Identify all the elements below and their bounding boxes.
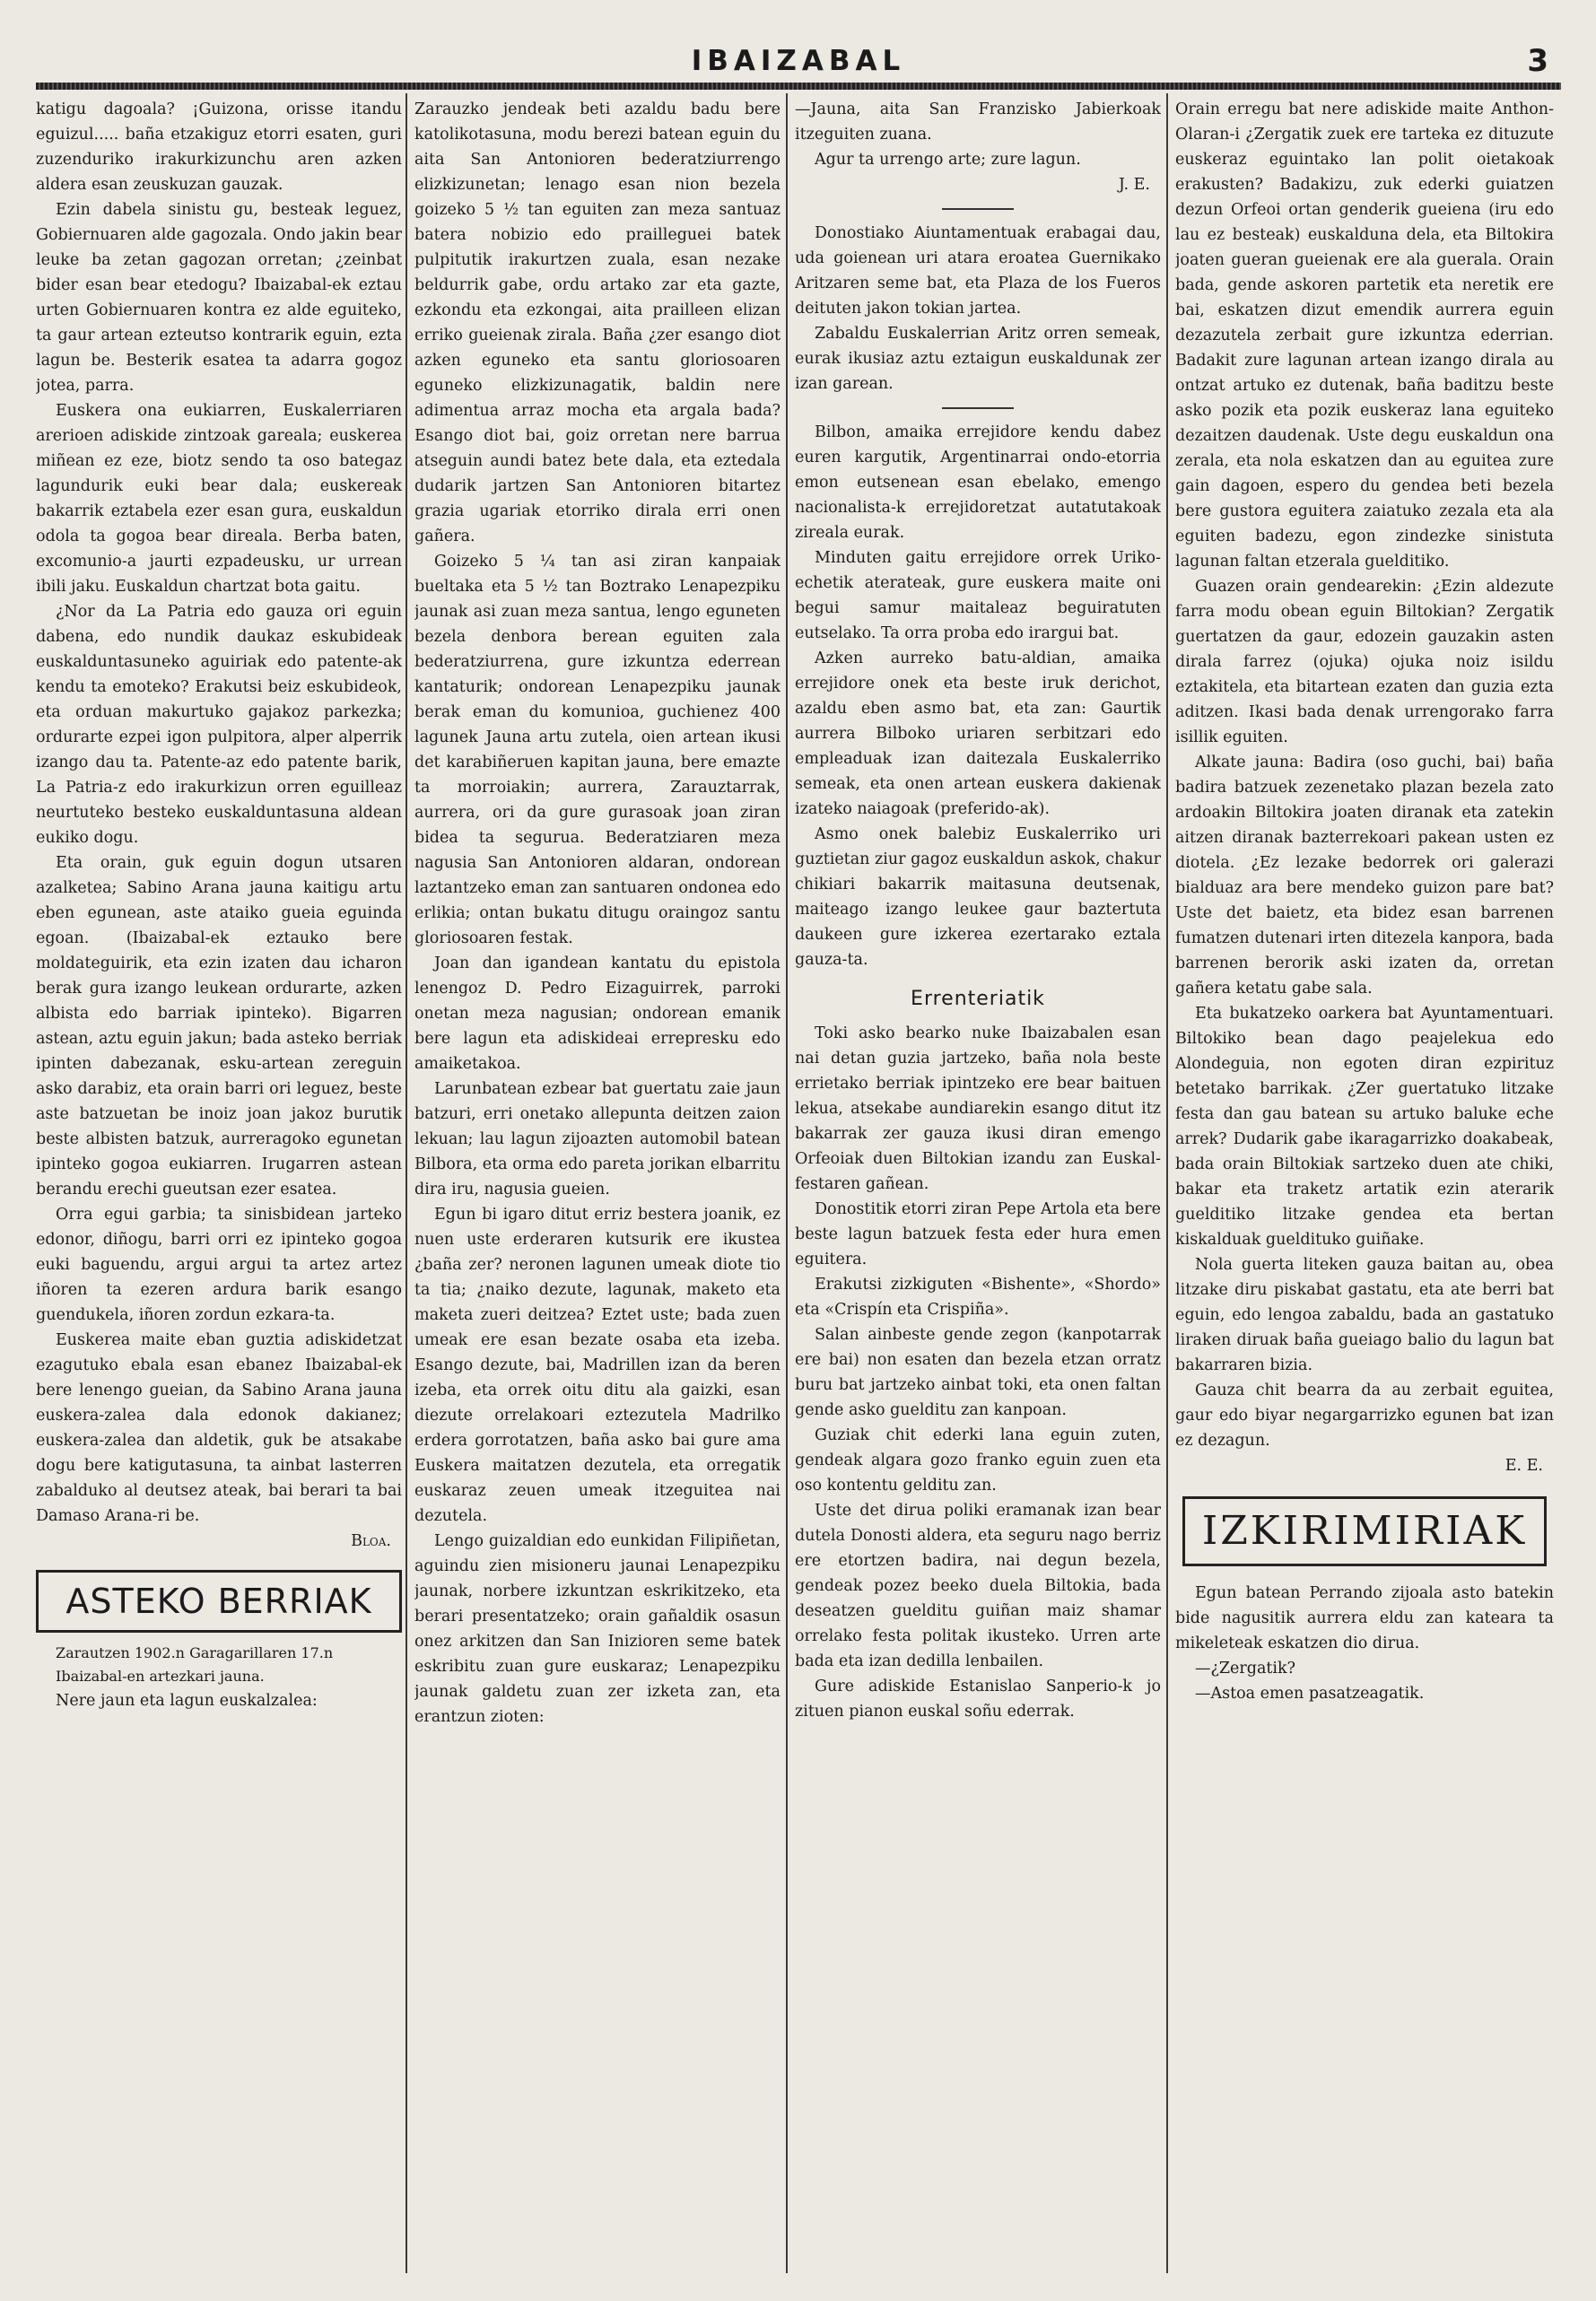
paragraph: Alkate jauna: Badira (oso guchi, bai) baña badira batzuek zezenetako plazan bezela zato ardoakin Biltokira joaten diranak eta zatekin aitzen diranak bazterrekoari pakean usten ez diotela. ¿Ez lezake bedorrek ori galerazi bialduaz ara bere mendeko guizon pare bat? Uste det baietz, eta bidez esan barrenen fumatzen dutenari irten ditezela kanpora, bada barrenen berorik aski izaten da, orretan gañera ketatu gabe sala. [1175, 754, 1554, 998]
signature: J. E. [1118, 176, 1150, 194]
paragraph: Guazen orain gendearekin: ¿Ezin aldezute farra modu obean eguin Biltokian? Zergatik guertatzen da gaur, edozein gauzakin asten dirala farrez (ojuka) ojuka noiz isildu eztakitela, eta bitartean ezaten dan guzia ezta aditzen. Ikasi bada denak urrengorako farra isillik eguiten. [1175, 578, 1554, 746]
paragraph: Eta bukatzeko oarkera bat Ayuntamentuari. Biltokiko bean dago peajelekua edo Alondeguia, non egoten diran ezpirituz betetako barrikak. ¿Zer guertatuko litzake festa dan gau batean su artuko baluke eche arrek? Dudarik gabe ikaragarrizko doakabeak, bada orain Biltokiak sartzeko duen ate chiki, bakar eta traketz artatik ezin aterarik guelditiko litzake gendea eta bertan kiskalduak gueldituko guiñake. [1175, 1005, 1554, 1249]
paragraph: Toki asko bearko nuke Ibaizabalen esan nai detan guzia jartzeko, baña nola beste errietako berriak ipintzeko ere bear baituen lekua, atsekabe aundiarekin esango ditut itz bakarrak zer gauza ikusi diran emengo Orfeoiak duen Biltokian izandu zan Euskal-festaren gañean. [795, 1024, 1161, 1193]
paragraph: Ezin dabela sinistu gu, besteak leguez, Gobiernuaren alde gagozala. Ondo jakin bear leuke ba zetan gagozan orretan; ¿zeinbat bider esan bear etedogu? Ibaizabal-ek eztau urten Gobiernuaren kontra ez alde eguiteko, ta gaur artean ezteutso kontrarik eguin, ezta lagun be. Besterik esatea ta adarra gogoz jotea, parra. [36, 201, 402, 395]
separator-rule [942, 208, 1014, 210]
newspaper-title: IBAIZABAL [691, 45, 906, 77]
paragraph: Salan ainbeste gende zegon (kanpotarrak ere bai) non esaten dan bezela etzan orratz buru bat jartzeko ainbat toki, eta onen faltan gende asko guelditu zan kanpoan. [795, 1326, 1161, 1419]
paragraph: Egun bi igaro ditut erriz bestera joanik, ez nuen uste erderaren kutsurik ere ikustea ¿baña zer? neronen lagunen umeak diote tio ta tia; ¿naiko dezute, lagunak, maketo eta maketa zueri deitzea? Eztet uste; bada zuen umeak ere esan bezate osaba eta izeba. Esango dezute, bai, Madrillen izan da beren izeba, eta orrek oitu ditu ala gaizki, esan diezute orrelakoari eztezutela Madrilko erdera gorrotatzen, baña asko bai gure ama Euskera maitatzen dezutela, eta orregatik euskaraz zeuen umeak itzeguitea nai dezutela. [414, 1206, 781, 1525]
paragraph: Nere jaun eta lagun euskalzalea: [56, 1692, 318, 1710]
paragraph: Eta orain, guk eguin dogun utsaren azalketea; Sabino Arana jauna kaitigu artu eben egunean, aste ataiko gueia eguinda egoan. (Ibaizabal-ek eztauko bere moldateguirik, eta ezin izaten dau icharon berak gura izango leukean ordurarte, azken albista edo barriak ipinteko). Bigarren astean, aztu eguin jakun; bada asteko berriak ipinten dabezanak, esku-artean zereguin asko darabiz, eta orain barri ori leguez, beste aste batzuetan be inoiz joan jakoz burutik beste albisten batzuk, aurreragoko egunetan ipinteko gogoa eukiarren. Irugarren astean berandu erechi gueutsan ezer esatea. [36, 854, 402, 1198]
paragraph: Donostiako Aiuntamentuak erabagai dau, uda goienean uri atara eroatea Guernikako Aritzaren seme bat, eta Plaza de los Fueros deituten jakon tokian jartea. [795, 224, 1161, 318]
paragraph: Joan dan igandean kantatu du epistola lenengoz D. Pedro Eizaguirrek, parroki onetan meza nagusian; ondorean emanik bere lagun eta adiskideai errepresku edo amaiketakoa. [414, 954, 781, 1073]
paragraph: Zabaldu Euskalerrian Aritz orren semeak, eurak ikusiaz aztu eztaigun euskaldunak zer izan garean. [795, 325, 1161, 393]
column-divider [1166, 93, 1168, 2273]
section-heading-errenteriatik: Errenteriatik [911, 988, 1045, 1010]
paragraph: ¿Nor da La Patria edo gauza ori eguin dabena, edo nundik daukaz eskubideak euskalduntasuneko aguiriak edo patente-ak kendu ta emoteko? Erakutsi beiz eskubideok, eta orduan makurtuko gajakoz parkezka; ordurarte ezpei igon pulpitora, alper alperrik izango dau ta. Patente-az edo patente barik, La Patria-z edo irakurkizun orren eguilleaz neurtuteko besteko euskalduntasuna aldean eukiko dogu. [36, 603, 402, 847]
dialogue-line: —Astoa emen pasatzeagatik. [1195, 1685, 1425, 1703]
masthead-rule [36, 83, 1561, 90]
column-4 [1175, 97, 1554, 2268]
column-divider [406, 93, 407, 2273]
paragraph: katigu dagoala? ¡Guizona, orisse itandu eguizul..... baña etzakiguz etorri esaten, guri zuzenduriko irakurkizunchu aren azken aldera esan zeuskuzan gauzak. [36, 100, 402, 194]
paragraph: Lengo guizaldian edo eunkidan Filipiñetan, aguindu zien misioneru jaunai Lenapezpiku jaunak, norbere izkuntzan eskrikitzeko, eta berari presentatzeko; orain gañaldik osasun onez arkitzen dan San Inizioren seme batek eskribitu zuan gure euskaraz; Lenapezpiku jaunak galdetu zuan zer izketa zan, eta erantzun zioten: [414, 1532, 781, 1726]
paragraph: Gure adiskide Estanislao Sanperio-k jo zituen pianon euskal soñu ederrak. [795, 1678, 1161, 1721]
dialogue-line: —¿Zergatik? [1195, 1660, 1296, 1678]
signature: Bloa. [351, 1532, 391, 1550]
paragraph: Euskerea maite eban guztia adiskidetzat ezagutuko ebala esan ebanez Ibaizabal-ek bere lenengo gueian, da Sabino Arana jauna euskera-zalea dala edonok dakianez; euskera-zalea dan aldetik, guk be atsakabe dogu bere katigutasuna, ta ainbat lasterren zabalduko al deutsez ateak, bai berari ta bai Damaso Arana-ri be. [36, 1331, 402, 1525]
paragraph: Asmo onek balebiz Euskalerriko uri guztietan ziur gagoz euskaldun askok, chakur chikiari bakarrik maitasuna deutsenak, maiteago izango leukee gaur baztertuta daukeen gure izkerea ezertarako eztala gauza-ta. [795, 825, 1161, 969]
paragraph: Larunbatean ezbear bat guertatu zaie jaun batzuri, erri onetako allepunta deitzen zaion lekuan; lau lagun zijoazten automobil batean Bilbora, eta orma edo pareta jorikan elbarritu dira iru, nagusia gueien. [414, 1080, 781, 1198]
paragraph: —Jauna, aita San Franzisko Jabierkoak itzeguiten zuana. [795, 100, 1161, 144]
paragraph: Orra egui garbia; ta sinisbidean jarteko edonor, diñogu, barri orri ez ipinteko gogoa euki baguendu, argui argui ta artez artez iñoren ta ezeren ardura barik esango guendukela, iñoren zordun ezkara-ta. [36, 1206, 402, 1324]
paragraph: Donostitik etorri ziran Pepe Artola eta bere beste lagun batzuek festa eder hura emen eguitera. [795, 1200, 1161, 1268]
paragraph: Uste det dirua poliki eramanak izan bear dutela Donosti aldera, eta seguru nago berriz ere etortzen badira, nai degun bezela, gendeak pozez beeko duela Biltokia, bada deseatzen guelditu guiñan maiz shamar orrelako festa politak ikusteko. Urren arte bada eta izan dedilla lenbailen. [795, 1502, 1161, 1670]
section-heading-asteko-berriak: ASTEKO BERRIAK [36, 1570, 402, 1633]
paragraph: Bilbon, amaika errejidore kendu dabez euren kargutik, Argentinarrai ondo-etorria emon eutsenean esan ebelako, emengo nacionalista-k errejidoretzat autatutakoak zireala eurak. [795, 423, 1161, 542]
column-2 [414, 97, 781, 2268]
dateline: Zarautzen 1902.n Garagarillaren 17.n [56, 1644, 334, 1661]
column-3 [795, 97, 1161, 2268]
paragraph: Gauza chit bearra da au zerbait eguitea, gaur edo biyar negargarrizko egunen bat izan ez dezagun. [1175, 1381, 1554, 1450]
separator-rule [942, 407, 1014, 409]
signature: E. E. [1504, 1457, 1543, 1475]
paragraph: Azken aurreko batu-aldian, amaika errejidore onek eta beste iruk derichot, azaldu eben asmo bat, eta zan: Gaurtik aurrera Bilboko uriaren serbitzari edo empleaduak izan daitezala Euskalerriko semeak, eta onen artean euskera dakienak izateko naiagoak (preferido-ak). [795, 649, 1161, 818]
column-1 [36, 97, 402, 2268]
section-heading-izkirimiriak: IZKIRIMIRIAK [1182, 1496, 1547, 1566]
paragraph: Agur ta urrengo arte; zure lagun. [815, 151, 1081, 169]
paragraph: Egun batean Perrando zijoala asto batekin bide nagusitik aurrera eldu zan katearа ta mikeleteak eskatzen dio dirua. [1175, 1584, 1554, 1652]
paragraph: Minduten gaitu errejidore orrek Uriko-echetik aterateak, gure euskera maite oni begui samur maitaleaz beguiratuten eutselako. Ta orra proba edo irargui bat. [795, 549, 1161, 642]
paragraph: Goizeko 5 ¼ tan asi ziran kanpaiak bueltaka eta 5 ½ tan Boztrako Lenapezpiku jaunak asi zuan meza santua, lengo eguneten bezela denbora berean eguiten zala bederatziurrena, gure izkuntza ederrean kantaturik; ondorean Lenapezpiku jaunak berak eman du komunioa, guchienez 400 lagunek Jauna artu zutela, oien artean ikusi det karabiñeruen kapitan jauna, bere emazte ta morroiakin; aurrera, Zarauztarrak, aurrera, ori da gure gurasoak joan ziran bidea ta segurua. Bederatziaren meza nagusia San Antonioren aldaran, ondorean laztantzeko eman zan santuaren ondonea edo erlikia; ontan bukatu ditugu oraingoz santu gloriosoaren festak. [414, 553, 781, 947]
paragraph: Guziak chit ederki lana eguin zuten, gendeak algara gozo franko eguin zuen eta oso kontentu gelditu zan. [795, 1426, 1161, 1495]
dateline-recipient: Ibaizabal-en artezkari jauna. [56, 1668, 265, 1685]
paragraph: Erakutsi zizkiguten «Bishente», «Shordo» eta «Crispín eta Crispiña». [795, 1276, 1161, 1319]
column-divider [786, 93, 788, 2273]
paragraph: Zarauzko jendeak beti azaldu badu bere katolikotasuna, modu berezi batean eguin du aita San Antonioren bederatziurrengo elizkizunetan; lenago esan nion bezela goizeko 5 ½ tan eguiten zan meza santuaz batera nobizio edo prailleguei batek pulpitutik irakurtzen zuala, esan nezake beldurrik gabe, ordu artako zar eta gazte, ezkondu eta ezkongai, aita prailleen elizan erriko gueienak zirala. Baña ¿zer esango diot azken eguneko eta santu gloriosoaren eguneko elizkizunagatik, baldin nere adimentua arraz mocha eta argala bada? Esango diot bai, goiz orretan nere barrua atseguin aundi batez bete dala, eta eztedala dudarik jartzen San Antonioren bitartez grazia ugariak etorriko dirala erri onen gañera. [414, 100, 781, 545]
paragraph: Euskera ona eukiarren, Euskalerriaren arerioen adiskide zintzoak gareala; euskerea miñean ez eze, biotz sendo ta oso bategaz lagundurik euki bear dala; euskereak bakarrik eztabela ezer esan gura, euskaldun odola ta gogoa bear direala. Berba baten, excomunio-a jaurti ezpadeusku, ur urrean ibili jaku. Euskaldun chartzat bota gaitu. [36, 402, 402, 596]
page-number: 3 [1527, 43, 1548, 79]
paragraph: Nola guerta liteken gauza baitan au, obea litzake diru piskabat gastatu, eta ate berri bat eguin, edo lengoa zabaldu, bada an gastatuko liraken diruak baña gueiago balio du lagun bat bakarraren bizia. [1175, 1256, 1554, 1374]
masthead [36, 39, 1561, 81]
paragraph: Orain erregu bat nere adiskide maite Anthon-Olaran-i ¿Zergatik zuek ere tarteka ez dituzute euskeraz eguintako lan polit oietakoak erakusten? Badakizu, zuk ederki guiatzen dezun Orfeoi ortan genderik gueiena (iru edo lau ez besteak) euskalduna dela, eta Biltokira joaten gueran gueienak ere ala guerala. Orain bada, gende askoren partetik eta neretik ere bai, eskatzen dizut emendik aurrera eguin dezazutela zerbait gure izkuntza ederrian. Badakit zure lagunan artean izango dirala au ontzat artuko ez dutenak, baña baditzu beste asko pozik eta pozik euskeraz lana eguiteko dezaitzen daudenak. Uste degu euskaldun ona zerala, eta nola eskatzen dan au eguitea zure gain dagoen, espero du gendea beti bezela bere gustora eguitera zaiatuko zezala eta ala eguiten badezu, egon zindezke sinistuta lagunan faltan etzerala guelditiko. [1175, 100, 1554, 571]
